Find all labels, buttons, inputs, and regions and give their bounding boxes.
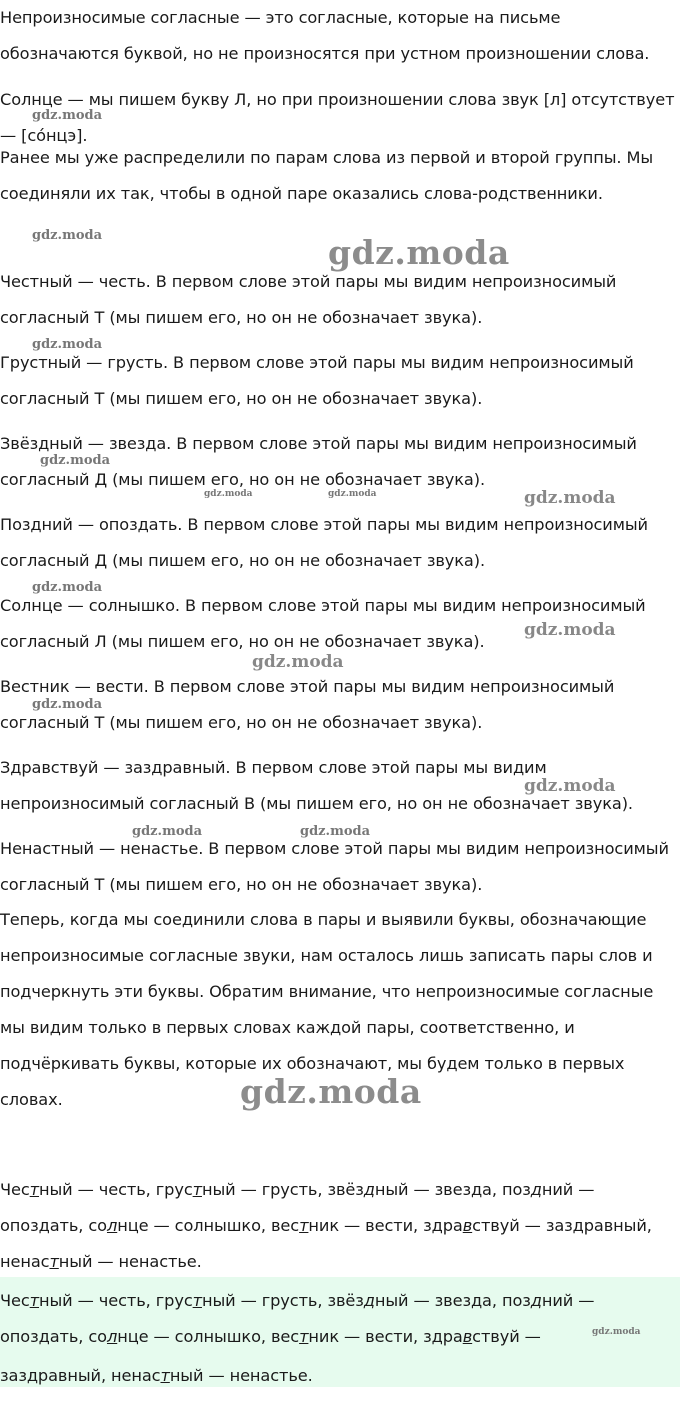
watermark: gdz.moda (300, 824, 371, 839)
watermark: gdz.moda (240, 1072, 422, 1111)
answer-box-line-1 (0, 1283, 680, 1319)
answer-text: ный — честь, грус (39, 1291, 193, 1310)
answer-text: Чес (0, 1291, 30, 1310)
paragraph-example: Солнце — мы пишем букву Л, но при произношении слова звук [л] отсутствует — [со́нцэ]. (0, 90, 675, 145)
answer-text: ствуй — заздравный, (472, 1216, 652, 1235)
watermark: gdz.moda (32, 337, 103, 352)
paragraph-pair-4: Поздний — опоздать. В первом слове этой пары мы видим непроизносимый согласный Д (мы пишем его, но он не обозначает звука). (0, 515, 648, 570)
paragraph-pair-3: Звёздный — звезда. В первом слове этой пары мы видим непроизносимый согласный Д (мы пишем его, но он не обозначает звука). (0, 434, 637, 489)
answer-text: ник — вести, здра (308, 1216, 463, 1235)
answer-text: Чес (0, 1180, 30, 1199)
answer-text: ный — честь, грус (39, 1180, 193, 1199)
answer-text: ный — ненастье. (169, 1366, 313, 1385)
paragraph-pair-5: Солнце — солнышко. В первом слове этой пары мы видим непроизносимый согласный Л (мы пишем его, но он не обозначает звука). (0, 596, 646, 651)
answer-text: нце — солнышко, вес (117, 1216, 300, 1235)
underlined-letter: т (160, 1366, 170, 1385)
answer-text: ный — звезда, поз (374, 1291, 531, 1310)
underlined-letter: д (530, 1180, 542, 1199)
underlined-letter: т (192, 1180, 202, 1199)
answer-text: ник — вести, здра (308, 1327, 463, 1346)
answer-text: ний — (541, 1291, 595, 1310)
watermark: gdz.moda (328, 233, 510, 272)
watermark: gdz.moda (524, 620, 616, 640)
underlined-letter: т (29, 1291, 40, 1310)
answer-text: заздравный, ненас (0, 1366, 161, 1385)
underlined-letter: т (29, 1180, 40, 1199)
watermark: gdz.moda (32, 580, 103, 595)
answer-text: опоздать, со (0, 1216, 107, 1235)
answer-text: ний — (541, 1180, 595, 1199)
answer-line-2 (0, 1208, 680, 1244)
underlined-letter: л (106, 1327, 118, 1346)
paragraph-definition: Непроизносимые согласные — это согласные, которые на письме обозначаются буквой, но не произносятся при устном произношении слова. (0, 8, 650, 63)
answer-line-3 (0, 1244, 680, 1280)
paragraph-conclusion: Теперь, когда мы соединили слова в пары и выявили буквы, обозначающие непроизносимые согласные звуки, нам осталось лишь записать пары слов и подчеркнуть эти буквы. Обратим внимание, что непроизносимые согласные мы видим только в первых словах каждой пары, соответственно, и подчёркивать буквы, которые их обозначают, мы будем только в первых словах. (0, 910, 654, 1109)
watermark: gdz.moda (32, 697, 103, 712)
underlined-letter: т (299, 1216, 309, 1235)
watermark: gdz.moda (524, 776, 616, 796)
paragraph-pair-1: Честный — честь. В первом слове этой пары мы видим непроизносимый согласный Т (мы пишем его, но он не обозначает звука). (0, 272, 617, 327)
underlined-letter: в (462, 1216, 473, 1235)
watermark: gdz.moda (204, 489, 253, 499)
underlined-letter: т (49, 1252, 59, 1271)
underlined-letter: л (106, 1216, 118, 1235)
answer-box-line-2 (0, 1319, 680, 1355)
answer-text: опоздать, со (0, 1327, 107, 1346)
underlined-letter: д (363, 1291, 375, 1310)
answer-text: ный — звезда, поз (374, 1180, 531, 1199)
underlined-letter: д (530, 1291, 542, 1310)
underlined-letter: д (363, 1180, 375, 1199)
watermark: gdz.moda (592, 1327, 641, 1337)
paragraph-pair-2: Грустный — грусть. В первом слове этой пары мы видим непроизносимый согласный Т (мы пишем его, но он не обозначает звука). (0, 353, 634, 408)
underlined-letter: в (462, 1327, 473, 1346)
paragraph-pair-7: Здравствуй — заздравный. В первом слове этой пары мы видим непроизносимый согласный В (мы пишем его, но он не обозначает звука). (0, 758, 633, 813)
watermark: gdz.moda (328, 489, 377, 499)
answer-text: ный — грусть, звёз (201, 1291, 364, 1310)
answer-text: ный — ненастье. (58, 1252, 202, 1271)
answer-text: ненас (0, 1252, 50, 1271)
answer-line-1 (0, 1172, 680, 1208)
watermark: gdz.moda (252, 652, 344, 672)
watermark: gdz.moda (132, 824, 203, 839)
watermark: gdz.moda (32, 228, 103, 243)
answer-text: нце — солнышко, вес (117, 1327, 300, 1346)
answer-box-line-3 (0, 1358, 680, 1394)
underlined-letter: т (192, 1291, 202, 1310)
watermark: gdz.moda (40, 453, 111, 468)
answer-text: ный — грусть, звёз (201, 1180, 364, 1199)
paragraph-pair-8: Ненастный — ненастье. В первом слове этой пары мы видим непроизносимый согласный Т (мы пишем его, но он не обозначает звука). (0, 839, 669, 894)
paragraph-intro: Ранее мы уже распределили по парам слова из первой и второй группы. Мы соединяли их так, чтобы в одной паре оказались слова-родственники. (0, 148, 654, 203)
underlined-letter: т (299, 1327, 309, 1346)
answer-text: ствуй — (472, 1327, 541, 1346)
paragraph-pair-6: Вестник — вести. В первом слове этой пары мы видим непроизносимый согласный Т (мы пишем его, но он не обозначает звука). (0, 677, 615, 732)
watermark: gdz.moda (32, 108, 103, 123)
watermark: gdz.moda (524, 488, 616, 508)
